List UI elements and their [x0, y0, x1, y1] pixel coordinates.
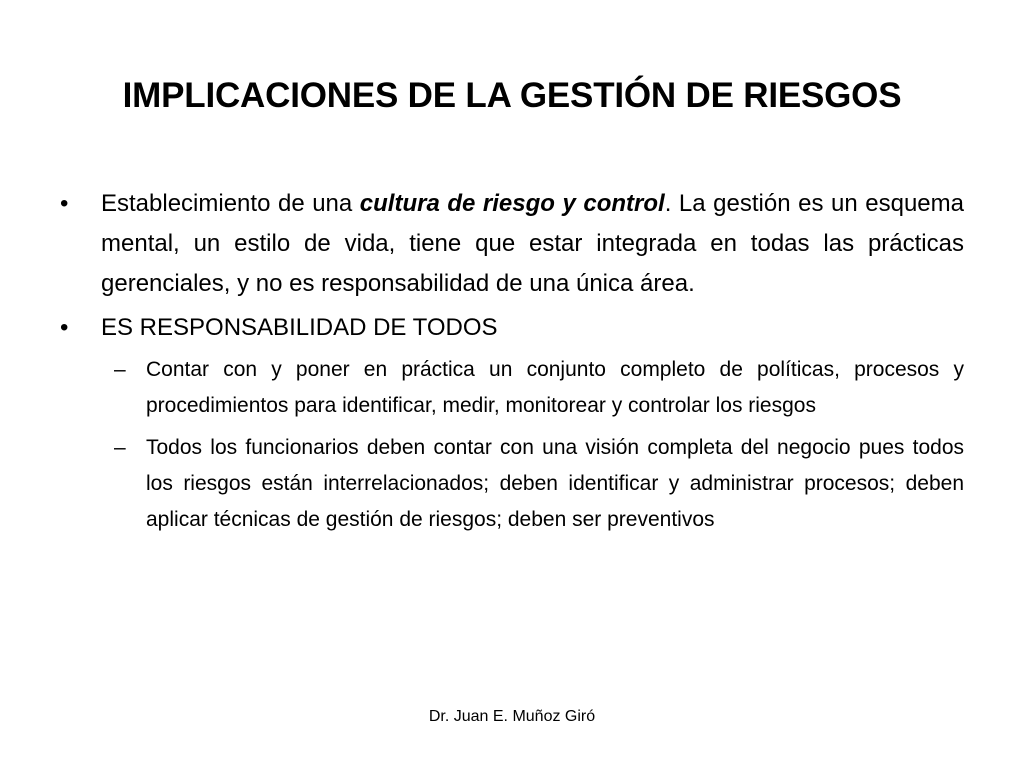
sub-bullet-marker: – — [114, 358, 126, 381]
bullet-marker: • — [60, 190, 69, 217]
bullet-emphasis: cultura de riesgo y control — [359, 190, 665, 217]
sub-bullet-staff — [114, 430, 964, 538]
slide-title: IMPLICACIONES DE LA GESTIÓN DE RIESGOS — [122, 76, 902, 115]
bullet-marker: • — [60, 314, 69, 341]
sub-bullet-policies — [114, 352, 964, 424]
sub-bullet-text: Todos los funcionarios deben contar con una visión completa del negocio pues todos los riesgos están interrelacionados; deben identificar y administrar procesos; deben aplicar técnicas de gestión de riesgos; deben ser preventivos — [146, 436, 964, 531]
slide-content — [60, 184, 964, 544]
bullet-item-culture — [60, 184, 964, 304]
slide-footer-author: Dr. Juan E. Muñoz Giró — [428, 708, 596, 725]
bullet-text: ES RESPONSABILIDAD DE TODOS — [101, 314, 498, 341]
bullet-item-responsibility — [60, 308, 964, 348]
sub-bullet-marker: – — [114, 436, 126, 459]
bullet-text-intro: Establecimiento de una — [101, 190, 360, 217]
bullet-text-rest: . La gestión es un esquema mental, un estilo de vida, tiene que estar integrada en todas las prácticas gerenciales, y no es responsabilidad de una única área. — [101, 190, 964, 297]
sub-bullet-text: Contar con y poner en práctica un conjunto completo de políticas, procesos y procedimientos para identificar, medir, monitorear y controlar los riesgos — [146, 358, 964, 417]
